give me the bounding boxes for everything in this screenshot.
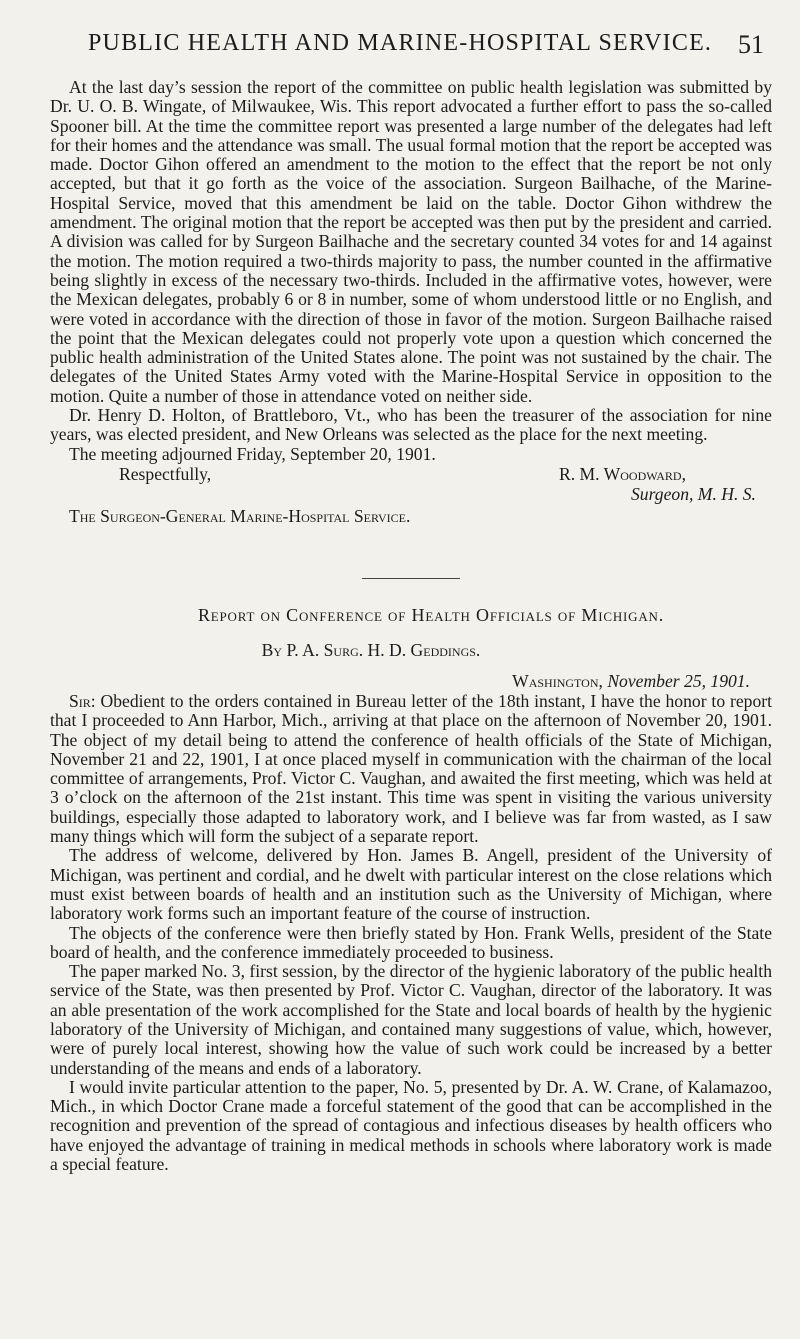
- paragraph-conference-objects: The objects of the conference were then briefly stated by Hon. Frank Wells, president of the State board of health, and the conference immediately proceeded to business.: [50, 922, 772, 962]
- paragraph-election: Dr. Henry D. Holton, of Brattleboro, Vt., who has been the treasurer of the association for nine years, was elected president, and New Orleans was selected as the place for the next meeting.: [50, 405, 772, 445]
- section-byline: By P. A. Surg. H. D. Geddings.: [261, 639, 481, 660]
- running-head: PUBLIC HEALTH AND MARINE-HOSPITAL SERVICE.: [88, 30, 713, 56]
- page-number: 51: [738, 30, 764, 59]
- section-title: Report on Conference of Health Officials of Michigan.: [197, 604, 664, 625]
- paragraph-committee-report: At the last day’s session the report of the committee on public health legislation was submitted by Dr. U. O. B. Wingate, of Milwaukee, Wis. This report advocated a further effort to pass the so-called Spooner bill. At the time the committee report was presented a large number of the delegates had left for their homes and the attendance was small. The usual formal motion that the report be accepted was made. Doctor Gihon offered an amendment to the motion to the effect that the report be not only accepted, but that it go forth as the voice of the association. Surgeon Bailhache, of the Marine-Hospital Service, moved that this amendment be laid on the table. Doctor Gihon withdrew the amendment. The original motion that the report be accepted was then put by the president and carried. A division was called for by Surgeon Bailhache and the secretary counted 34 votes for and 14 against the motion. The motion required a two-thirds majority to pass, the number counted in the affirmative being slightly in excess of the necessary two-thirds. Included in the affirmative votes, however, were the Mexican delegates, probably 6 or 8 in number, some of whom understood little or no English, and were voted in accordance with the direction of those in favor of the motion. Surgeon Bailhache raised the point that the Mexican delegates could not properly vote upon a question which concerned the public health administration of the United States alone. The point was not sustained by the chair. The delegates of the United States Army voted with the Marine-Hospital Service in opposition to the motion. Quite a number of those in attendance voted on neither side.: [50, 77, 772, 406]
- page-content: [50, 78, 772, 1174]
- signature-name: R. M. Woodward,: [559, 463, 686, 484]
- paragraph-hygienic-laboratory: The paper marked No. 3, first session, by the director of the hygienic laboratory of the public health service of the State, was then presented by Prof. Victor C. Vaughan, director of the laboratory. It was an able presentation of the work accomplished for the State and local boards of health by the hygienic laboratory of the University of Michigan, and contained many suggestions of value, which, however, were of purely local interest, showing how the value of such work could be increased by a better understanding of the means and ends of a laboratory.: [50, 961, 772, 1078]
- dateline-date: November 25, 1901.: [607, 670, 750, 691]
- addressee: The Surgeon-General Marine-Hospital Service.: [69, 505, 411, 526]
- signoff-block: [50, 465, 772, 543]
- signature-title: Surgeon, M. H. S.: [631, 483, 756, 504]
- paragraph-address-of-welcome: The address of welcome, delivered by Hon. James B. Angell, president of the University of Michigan, was pertinent and cordial, and he dwelt with particular interest on the close relations which must exist between boards of health and an institution such as the University of Michigan, where laboratory work forms such an important feature of the course of instruction.: [50, 845, 772, 924]
- paragraph-crane-paper: I would invite particular attention to the paper, No. 5, presented by Dr. A. W. Crane, of Kalamazoo, Mich., in which Doctor Crane made a forceful statement of the good that can be accomplished in the recognition and prevention of the spread of contagious and infectious diseases by health officers who have enjoyed the advantage of training in medical methods in schools where laboratory work is made a special feature.: [50, 1076, 772, 1175]
- closing: Respectfully,: [119, 463, 212, 484]
- page-header: [0, 30, 800, 64]
- dateline: [50, 671, 772, 692]
- salutation: Sir:: [69, 690, 96, 711]
- section-divider: [362, 578, 460, 579]
- paragraph-text: Obedient to the orders contained in Bureau letter of the 18th instant, I have the honor to report that I proceeded to Ann Harbor, Mich., arriving at that place on the afternoon of November 20, 1901. The object of my detail being to attend the conference of health officials of the State of Michigan, November 21 and 22, 1901, I at once placed myself in communication with the chairman of the local committee of arrangements, Prof. Victor C. Vaughan, and awaited the first meeting, which was held at 3 o’clock on the afternoon of the 21st instant. This time was spent in visiting the various university buildings, especially those adapted to laboratory work, and I believe was far from wasted, as I saw many things which will form the subject of a separate report.: [50, 690, 772, 847]
- paragraph-adjournment: The meeting adjourned Friday, September 20, 1901.: [69, 443, 436, 464]
- dateline-place: Washington,: [512, 670, 603, 691]
- paragraph-salutation: [50, 692, 772, 846]
